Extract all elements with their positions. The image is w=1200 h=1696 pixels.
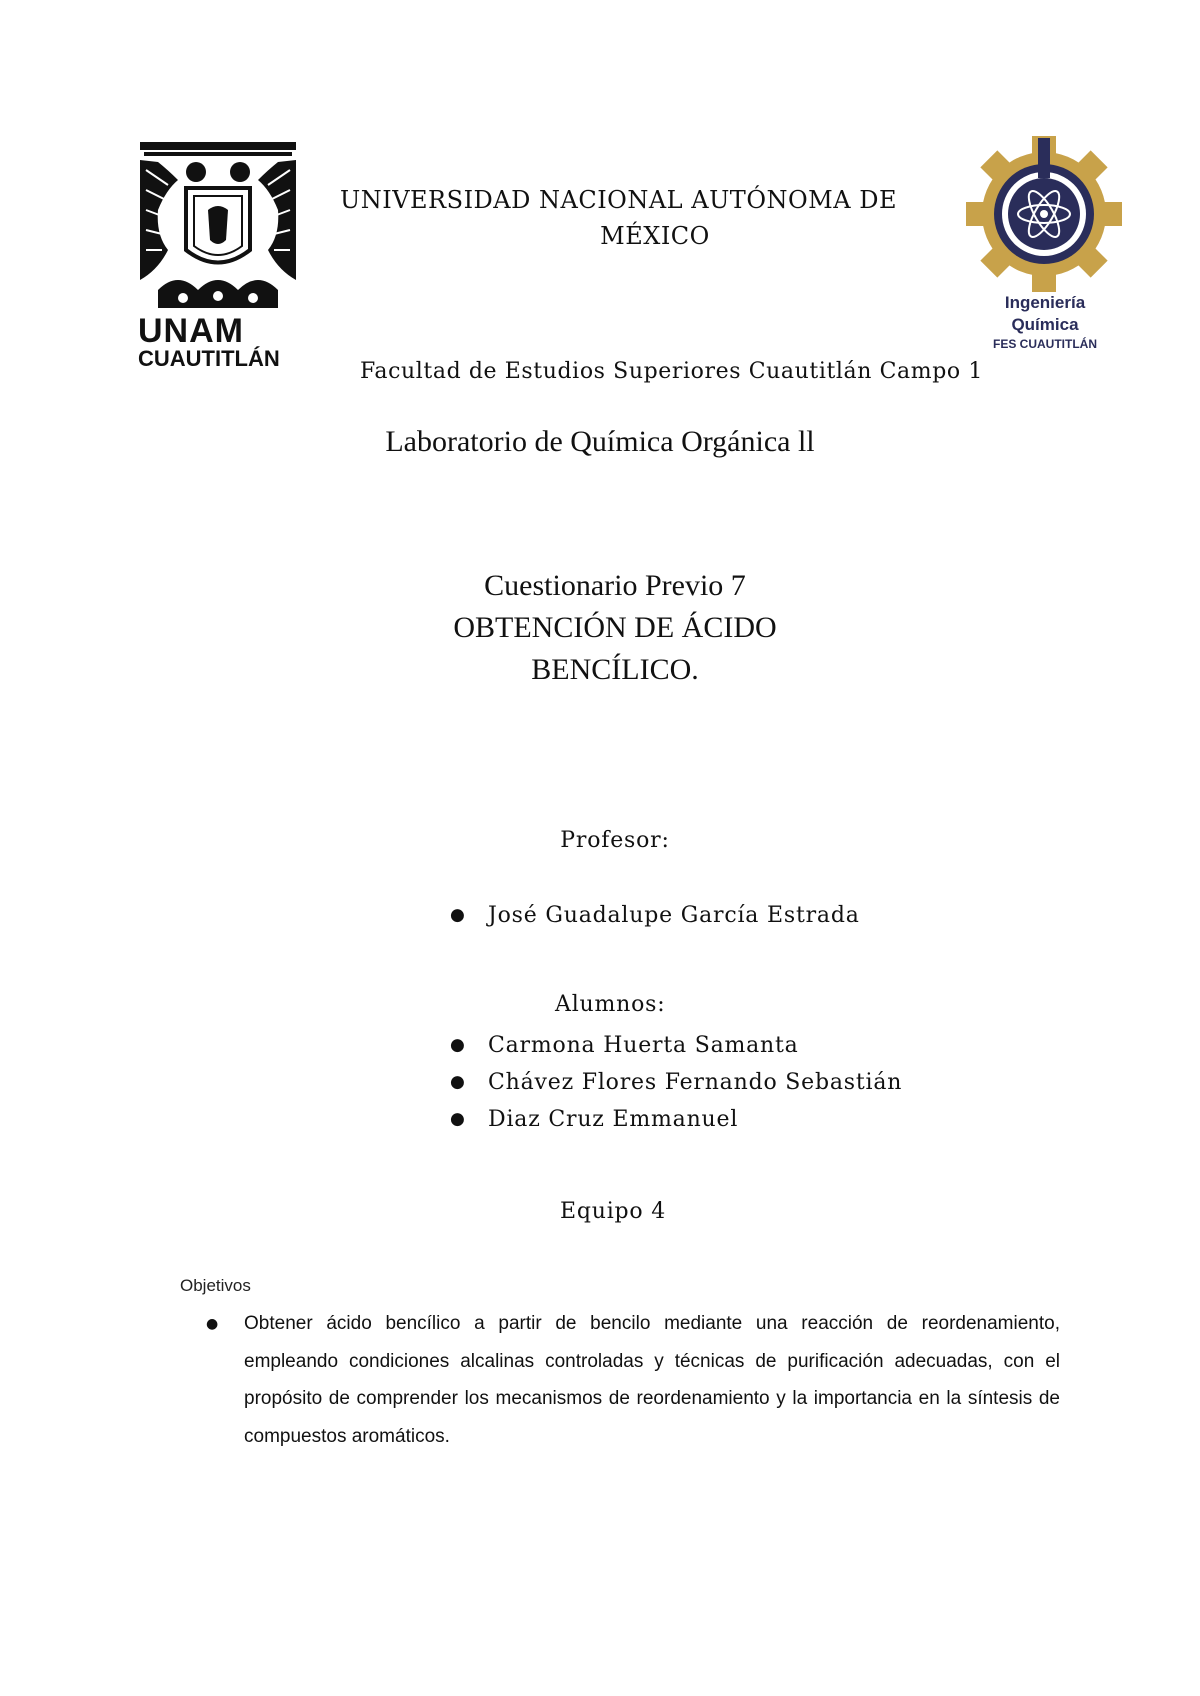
students-list <box>450 1027 1150 1138</box>
unam-logo-text <box>138 314 298 370</box>
ingenieria-quimica-logo-text <box>960 292 1130 352</box>
laboratory-name: Laboratorio de Química Orgánica ll <box>385 425 815 458</box>
title-line1: Cuestionario Previo 7 <box>484 569 746 602</box>
university-name-line1: UNIVERSIDAD NACIONAL AUTÓNOMA DE <box>340 186 897 214</box>
list-item: ● Diaz Cruz Emmanuel <box>450 1101 1150 1138</box>
students-label: Alumnos: <box>555 992 666 1017</box>
logo-line-fes: FES CUAUTITLÁN <box>993 337 1097 351</box>
list-item: ● Chávez Flores Fernando Sebastián <box>450 1064 1150 1101</box>
objectives-heading: Objetivos <box>180 1276 251 1295</box>
professor-label: Profesor: <box>560 828 670 853</box>
list-item: ● José Guadalupe García Estrada <box>450 897 1150 934</box>
ingenieria-quimica-gear-logo <box>966 136 1122 292</box>
list-item: ● Carmona Huerta Samanta <box>450 1027 1150 1064</box>
university-name <box>340 182 970 254</box>
university-name-line2: MÉXICO <box>600 222 710 250</box>
professor-list <box>450 897 1150 934</box>
logo-line-quimica: Química <box>1011 315 1079 334</box>
faculty-name: Facultad de Estudios Superiores Cuautitlán Campo 1 <box>360 359 983 384</box>
cuautitlan-wordmark: CUAUTITLÁN <box>138 346 280 371</box>
title-line3: BENCÍLICO. <box>531 653 699 686</box>
logo-line-ingenieria: Ingeniería <box>1004 293 1086 312</box>
objectives-list <box>206 1305 1060 1455</box>
list-item: ● Obtener ácido bencílico a partir de bencilo mediante una reacción de reordenamiento, empleando condiciones alcalinas controladas y técnicas de purificación adecuadas, con el propósito de comprender los mecanismos de reordenamiento y la importancia en la síntesis de compuestos aromáticos. <box>206 1305 1060 1455</box>
unam-wordmark: UNAM <box>138 312 244 350</box>
title-line2: OBTENCIÓN DE ÁCIDO <box>453 611 777 644</box>
document-title <box>0 565 1200 691</box>
team-number: Equipo 4 <box>560 1199 667 1224</box>
